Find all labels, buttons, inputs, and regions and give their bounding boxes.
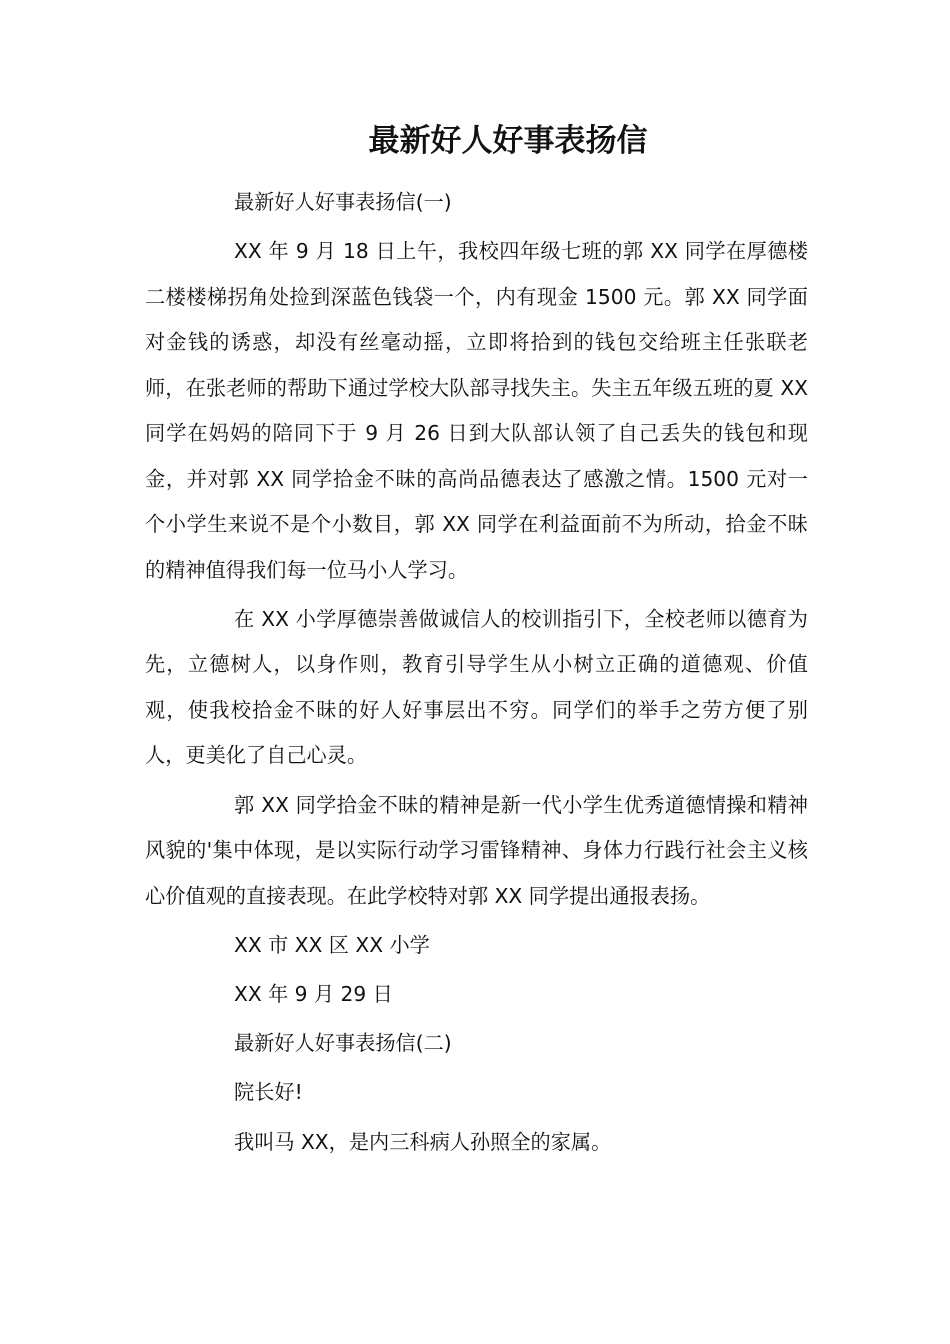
section-2-heading: 最新好人好事表扬信(二) <box>234 1031 452 1056</box>
paragraph-4: 我叫马 XX，是内三科病人孙照全的家属。 <box>234 1129 612 1154</box>
paragraph-2: 在 XX 小学厚德崇善做诚信人的校训指引下，全校老师以德育为先，立德树人，以身作则，教育引导学生从小树立正确的道德观、价值观，使我校拾金不昧的好人好事层出不穷。同学们的举手之劳方便了别人，更美化了自己心灵。 <box>145 606 808 768</box>
section-1-heading: 最新好人好事表扬信(一) <box>234 190 452 214</box>
paragraph-1: XX 年 9 月 18 日上午，我校四年级七班的郭 XX 同学在厚德楼二楼楼梯拐角处捡到深蓝色钱袋一个，内有现金 1500 元。郭 XX 同学面对金钱的诱惑，却没有丝毫动摇，立即将拾到的钱包交给班主任张联老师，在张老师的帮助下通过学校大队部寻找失主。失主五年级五班的夏 XX 同学在妈妈的陪同下于 9 月 26 日到大队部认领了自己丢失的钱包和现金，并对郭 XX 同学拾金不昧的高尚品德表达了感激之情。1500 元对一个小学生来说不是个小数目，郭 XX 同学在利益面前不为所动，拾金不昧的精神值得我们每一位马小人学习。 <box>145 239 808 582</box>
signature-organization: XX 市 XX 区 XX 小学 <box>234 932 430 957</box>
document-body <box>145 180 808 1165</box>
greeting: 院长好! <box>234 1080 303 1105</box>
signature-date: XX 年 9 月 29 日 <box>234 981 393 1006</box>
paragraph-3: 郭 XX 同学拾金不昧的精神是新一代小学生优秀道德情操和精神风貌的'集中体现，是以实际行动学习雷锋精神、身体力行践行社会主义核心价值观的直接表现。在此学校特对郭 XX 同学提出通报表扬。 <box>145 792 808 908</box>
document-title: 最新好人好事表扬信 <box>368 123 648 159</box>
